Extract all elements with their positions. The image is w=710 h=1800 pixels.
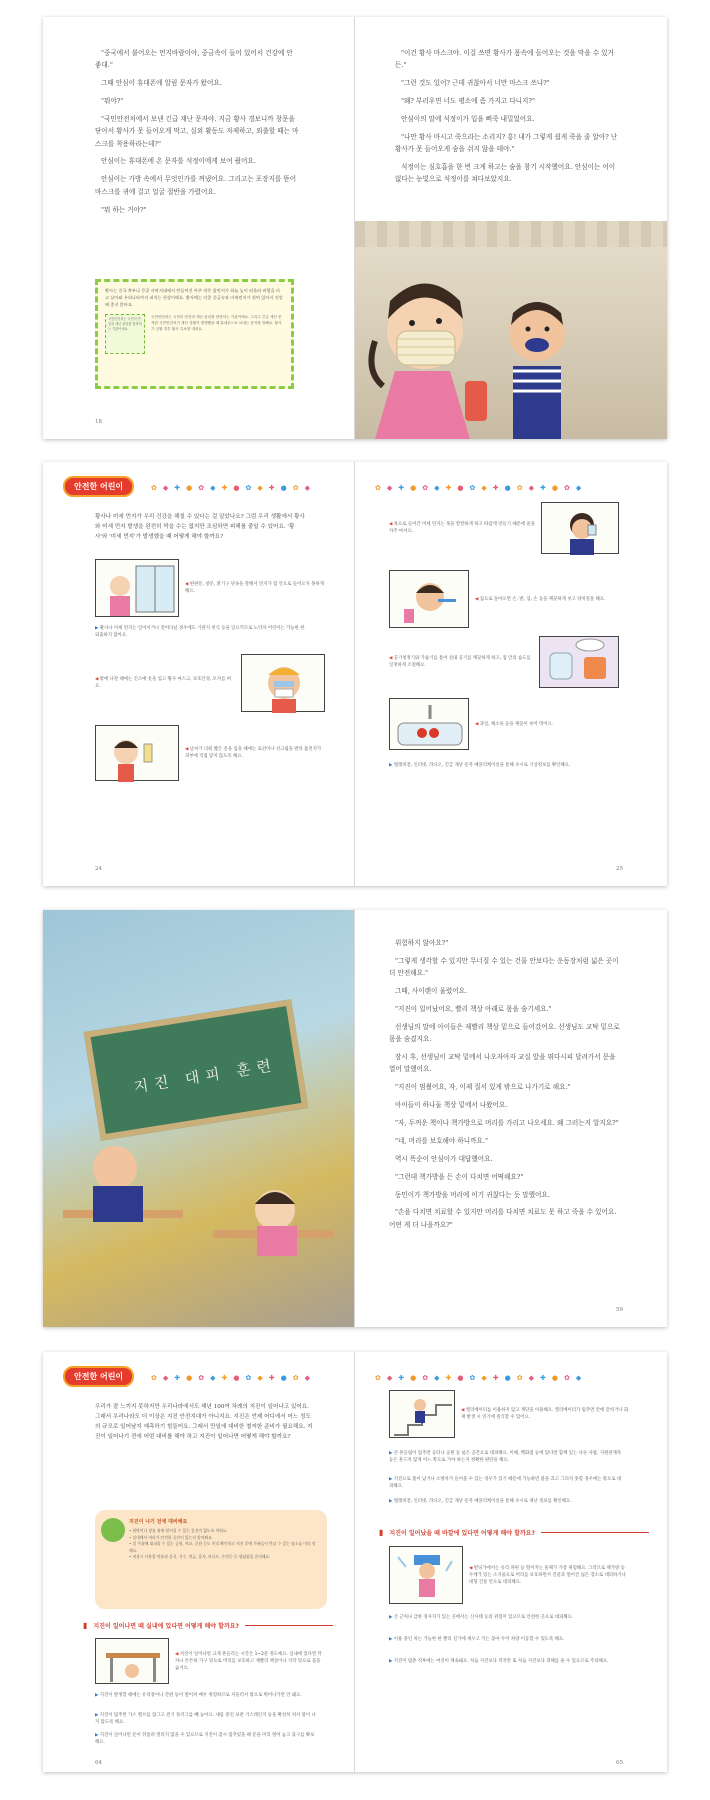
page-number: 64 [95,1760,102,1766]
tip-text: 빌딩가에서는 유리 파편 등 떨어지는 물체가 가장 위험해요. 그러므로 책가방 등 두께가 있는 소지품으로 머리를 보호하면서 건물과 떨어진 넓은 장소로 대피하거나 대형 건물 안으로 대피해요. [469,1565,626,1585]
story-paragraph: 역시 똑순이 안심이가 대답했어요. [395,1154,493,1163]
page-number: 59 [616,1307,623,1313]
story-paragraph: 안심이는 가방 속에서 무엇인가를 꺼냈어요. 그리고는 포장지를 뜯어 마스크를 귀에 걸고 얼굴 절반을 가렸어요. [95,175,297,196]
preparation-box [95,1510,327,1609]
note-mini-box: 국민안전처는 국민의 안전과 재난 관리를 담당하는 기관이에요. [105,314,145,354]
info-note-box [95,279,294,389]
tip-text: 밖에 나갈 때에는 긴소매 옷을 입고 황사 마스크, 보호안경, 모자를 써요. [95,677,232,689]
prep-title: 지진이 나기 전에 대비해요 [129,1519,188,1525]
page-number: 24 [95,866,102,872]
fire-extinguisher-icon: ▮ [379,1527,384,1537]
story-paragraph: "지진이 일어났어요, 빨리 책상 아래로 몸을 숨기세요." [395,1004,552,1013]
story-paragraph: "뭐 하는 거야?" [101,205,147,214]
board-text: 지진 대피 훈련 [132,1055,279,1097]
tip-text: 날씨가 더워 짧은 옷을 입을 때에는 로션이나 선크림을 발라 흙먼지가 피부에 직접 닿지 않도록 해요. [185,747,322,759]
book-spread-yellow-dust-story [43,17,667,439]
tip-text: 공기청정기와 가습기를 틀어 실내 공기를 깨끗하게 하고, 집 안의 습도를 일정하게 조절해요. [389,656,531,668]
intro-text: 우리가 잘 느끼지 못하지만 우리나라에서도 해년 100여 차례의 지진이 일어나고 있어요. 그래서 우리나라도 더 이상은 지진 안전지대가 아니지요. 지진은 언제 어디에서 어느 정도의 규모로 일어날지 예측하기 힘들어요. 그래서 만일에 대비한 철저한 준비가 필요해요. 지진이 일어나기 전에 어떤 대비를 해야 하고 지진이 일어나면 어떻게 해야 할까요? [95,1404,313,1440]
kids-illustration-icon [355,221,667,439]
tip-row: ◀ 날씨가 더워 짧은 옷을 입을 때에는 로션이나 선크림을 발라 흙먼지가 피부에 직접 닿지 않도록 해요. [95,725,325,781]
fire-extinguisher-icon: ▮ [83,1620,88,1630]
book-spread-earthquake-safety [43,1352,667,1772]
tip-row: ◀ 지진이 일어나면 크게 흔들리는 시간은 1~2분 정도예요. 심내에 있다면 탁자나 튼튼하 가구 밑으로 머리를 보호하고 재빨리 책상이나 식탁 밑으로 몸을 숨겨요. [95,1638,325,1684]
tip-text: 목으로 들어간 미세 먼지는 목을 칼칼하게 하고 따갑게 만들기 때문에 물을 자주 마셔요. [389,522,535,534]
tip-text: 과일, 채소류 등을 깨끗이 씻어 먹어요. [479,721,554,727]
story-paragraph: 그때 안심이 휴대폰에 알림 문자가 왔어요. [101,79,222,88]
bullet-note: ▶ 지진이 일어나면 문이 뒤틀려 열리지 않을 수 있으므로 지진이 잠시 멈추었을 때 문을 미리 열어 놓고 출구를 확보해요. [95,1733,315,1745]
story-paragraph: 석정이는 심호흡을 한 번 크게 하고는 숨을 참기 시작했어요. 안심이는 어이없다는 눈빛으로 석정이를 쳐다보았지요. [395,163,616,184]
story-text-right [389,937,621,1237]
prep-item: • 집 주위에 대피할 수 있는 공원, 학교, 공원 등도 미리 확인하고 지진 후에 가족들이 만날 수 있는 장소를 미리 정해요. [129,1541,316,1553]
mask-goggles-illustration [241,654,325,712]
bullet-note: ▶ 지진이 멈춘 직후에는 여진이 계속돼요. 처음 지진보다 작지만 또 처음 지진보다 피해를 줄 수 있으므로 주의해요. [389,1659,609,1664]
story-paragraph: "국민안전처에서 보낸 긴급 재난 문자야. 지금 황사 경보니까 창문을 닫아서 황사가 못 들어오게 막고, 실외 활동도 자제하고, 외출할 때는 마스크를 착용하라는데?" [95,114,299,148]
tip-row: ◀ 집으로 돌아오면 손, 발, 입, 손 등을 깨끗하게 씻고 양치질을 해요. [389,570,619,628]
close-window-illustration [95,559,179,617]
story-paragraph: "자, 두꺼운 책이나 책가방으로 머리를 가리고 나오세요. 왜 그러는지 알지요?" [395,1119,619,1128]
decorative-icon-row: ✿ ◆ ✚ ● ✿ ◆ ✚ ● ✿ ◆ ✚ ● ✿ ◆ ✚ ● ✿ ◆ [375,484,582,492]
goggles-mask-icon [242,655,326,713]
story-paragraph: "이건 황사 마스크야. 이걸 쓰면 황사가 몸속에 들어오는 것을 막을 수 있거든." [395,49,614,70]
tip-row: ◀ 빌딩가에서는 유리 파편 등 떨어지는 물체가 가장 위험해요. 그러므로 책가방 등 두께가 있는 소지품으로 머리를 보호하면서 건물과 떨어진 넓은 장소로 대피하거나 대형 건물 안으로 대피해요. [389,1546,629,1604]
lotion-icon [96,726,180,782]
tip-text: 집으로 돌아오면 손, 발, 입, 손 등을 깨끗하게 씻고 양치질을 해요. [479,596,606,602]
tip-row: ◀ 공기청정기와 가습기를 틀어 실내 공기를 깨끗하게 하고, 집 안의 습도를 일정하게 조절해요. [389,636,619,688]
story-paragraph: 잠시 후, 선생님이 교탁 밑에서 나오자아자 교실 앞을 뛰다시피 달려가서 문을 열어 말했어요. [389,1053,616,1074]
air-purifier-illustration [539,636,619,688]
protect-head-illustration [389,1546,463,1604]
illustration-masked-kids [355,221,667,439]
tip-row: ◀ 현관문, 창문, 환기구 단속을 잘해서 먼지가 집 안으로 들어오지 못하게 해요. [95,559,325,617]
page-19 [355,17,667,439]
page-24 [43,462,355,886]
intro-text: 황사나 미세 먼지가 우리 건강을 해칠 수 있다는 걸 알았나요? 그럼 우리 생활에서 황사와 미세 먼지 발생을 완전히 막을 수는 없지만 조심하면 피해를 줄일 수 있어요. '황사'와 '미세 먼지'가 발생했을 때 어떻게 해야 할까요? [95,514,305,540]
book-spread-earthquake-story [43,910,667,1327]
story-paragraph: 아이들이 하나둘 책상 밑에서 나왔어요. [395,1101,508,1110]
section-header [63,1366,134,1387]
bag-over-head-icon [390,1547,464,1605]
tip-row: ◀ 과일, 채소류 등을 깨끗이 씻어 먹어요. [389,698,619,750]
story-paragraph: 안심이의 말에 석정이가 입을 삐죽 내밀었어요. [401,114,535,123]
decorative-icon-row: ✿ ◆ ✚ ● ✿ ◆ ✚ ● ✿ ◆ ✚ ● ✿ ◆ [151,1374,311,1382]
page-59 [355,910,667,1327]
story-paragraph: "그렇게 생각할 수 있지만 무너질 수 있는 건물 안보다는 운동장처럼 넓은 곳이 더 안전해요." [389,956,619,978]
story-paragraph: "뭐야?" [101,97,124,106]
prep-item: • 비상시 사용할 약품과 음식, 식수, 현금, 휴지, 라디오, 손전등 등 생필품을 준비해요. [129,1554,271,1560]
bullet-note: ▶ 텔레비전, 인터넷, 라디오, 긴급 재난 문자 애플리케이션을 통해 수시로 재난 정보를 확인해요. [389,1499,572,1504]
decorative-icon-row: ✿ ◆ ✚ ● ✿ ◆ ✚ ● ✿ ◆ ✚ ● ✿ ◆ [151,484,311,492]
page-64 [43,1352,355,1772]
toothbrush-icon [390,571,470,629]
page-58-illustration [43,910,355,1327]
prep-item: • 원탁이나 장롱 위에 떨어질 수 있는 물건이 없도록 치워요. [129,1528,228,1533]
kid-mascot-icon [101,1518,125,1542]
page-18 [43,17,355,439]
tip-text: 엘리베이터를 이용하지 않고 계단을 이용해요. 엘리베이터가 멈추면 안에 갇히거나 화재 발생 시 연기에 질식할 수 있어요. [461,1408,629,1420]
indoor-title: 지진이 일어나면 때 실내에 있다면 어떻게 해야 할까요? [93,1622,240,1630]
air-purifier-icon [540,637,620,689]
story-paragraph: 동민이가 책가방을 머리에 이기 귀찮다는 듯 말했어요. [395,1190,550,1199]
bullet-note: ▶ 텔레비전, 인터넷, 라디오, 긴급 재난 문자 애플리케이션을 통해 수시로 기상정보를 확인해요. [389,763,571,768]
drinking-water-illustration [541,502,619,554]
water-cup-icon [542,503,620,555]
book-spread-yellow-dust-safety [43,462,667,886]
kids-under-desks-icon [43,910,355,1327]
story-paragraph: 선생님의 말에 아이들은 재빨리 책상 밑으로 들어갔어요. 선생님도 교탁 밑으로 몸을 숨겼지요. [389,1022,620,1044]
bullet-note: ▶ 산 근처나 급한 경사지가 있는 곳에서는 산사태 등의 위험이 있으므로 안전한 곳으로 대피해요. [389,1615,574,1620]
bullet-note: ▶ 큰 흔들림이 멈추면 공터나 공원 등 넓은 공간으로 대피해요. 이때, 백화점 등에 있다면 함께 있는 다른 사람, 지원관계자 등은 흔드지 않게 어느 쪽으로 가야 하는지 정확한 판단을 해요. [389,1451,622,1463]
outdoor-title: 지진이 일어났을 때 바깥에 있다면 어떻게 해야 할까요? [389,1529,536,1537]
story-paragraph: "나만 황사 마시고 죽으라는 소리지? 흥! 내가 그렇게 쉽게 죽을 줄 알아? 난 황사가 못 들어오게 숨을 쉬지 않을 테야." [395,132,618,154]
decorative-icon-row: ✿ ◆ ✚ ● ✿ ◆ ✚ ● ✿ ◆ ✚ ● ✿ ◆ ✚ ● ✿ ◆ [375,1374,582,1382]
story-paragraph: 그때, 사이렌이 울렸어요. [395,987,468,996]
story-paragraph: 위험하지 않아요?" [395,939,449,947]
bullet-note: ▶ 이용 중인 차는 가능한 한 빨리 길가에 세우고 키는 꽂아 두어 차량 이동할 수 있도록 해요. [389,1637,565,1642]
bullet-note: ▶ 황사나 미세 먼지는 일어서거나 걸어다닐 경우에도 기관지 천식 등을 일으키므로 노약자 어린이는 가능한 한 외출하지 않아요. [95,626,305,638]
safe-kid-badge: 안전한 어린이 [63,1366,134,1387]
page-65 [355,1352,667,1772]
lotion-illustration [95,725,179,781]
bullet-note: ▶ 지진이 발생할 때에는 유리창이나 간판 등이 떨어져 매우 위험하므로 서둘러서 밖으로 뛰어나가면 안 돼요. [95,1693,302,1698]
story-paragraph: "지진이 멈췄어요, 자, 이제 질서 있게 밖으로 나가기로 해요." [395,1083,571,1092]
tip-row: ◀ 엘리베이터를 이용하지 않고 계단을 이용해요. 엘리베이터가 멈추면 안에 갇히거나 화재 발생 시 연기에 질식할 수 있어요. [389,1390,629,1438]
window-icon [96,560,180,618]
story-paragraph: "손을 다치면 치료할 수 있지만 머리를 다치면 치료도 못 하고 죽을 수 있어요. 어떤 게 더 나을까요?" [389,1208,617,1229]
story-paragraph: "왜? 부러우면 너도 평소에 좀 가지고 다니지?" [401,97,535,106]
story-paragraph: "그런데 책가방을 든 손이 다치면 어떡해요?" [395,1172,524,1181]
under-table-illustration [95,1638,169,1684]
tip-row: ◀ 목으로 들어간 미세 먼지는 목을 칼칼하게 하고 따갑게 만들기 때문에 물을 자주 마셔요. [389,502,619,554]
washing-fruit-illustration [389,698,469,750]
page-25 [355,462,667,886]
desk-icon [96,1639,170,1685]
story-text-right [395,47,620,191]
page-number: 18 [95,419,102,425]
tip-text: 지진이 일어나면 크게 흔들리는 시간은 1~2분 정도예요. 심내에 있다면 탁자나 튼튼하 가구 밑으로 머리를 보호하고 재빨리 책상이나 식탁 밑으로 몸을 숨겨요. [175,1651,322,1671]
indoor-section-header [83,1618,333,1632]
story-text-left [95,47,301,221]
tip-row: ◀ 밖에 나갈 때에는 긴소매 옷을 입고 황사 마스크, 보호안경, 모자를 써요. [95,654,325,712]
sink-faucet-icon [390,699,470,751]
tip-text: 현관문, 창문, 환기구 단속을 잘해서 먼지가 집 안으로 들어오지 못하게 해요. [185,582,324,594]
stairs-illustration [389,1390,455,1438]
page-number: 25 [616,866,623,872]
brushing-teeth-illustration [389,570,469,628]
safe-kid-badge: 안전한 어린이 [63,476,134,497]
stairs-icon [390,1391,456,1439]
note-sub-text: 국민안전처는 국민의 안전과 재난 관리를 담당하는 기관이에요. 그리고 긴급 재난 문자란 국민안전처가 재난 상황이 발생했을 때 휴대폰으로 보내는 문자를 말해요. 황사가 심할 경우 황사 특보를 내려요. [151,315,282,332]
prep-item: • 실내에서 머리가 안전한 공간이 있는지 알아봐요. [129,1534,214,1540]
section-header [63,476,134,497]
story-paragraph: "네, 머리를 보호해야 하니까요." [395,1136,488,1145]
story-paragraph: 안심이는 휴대폰에 온 문자를 석정이에게 보여 줬어요. [101,157,256,166]
story-paragraph: "그런 것도 있어? 근데 귀찮아서 너만 마스크 쓰냐?" [401,79,550,88]
page-number: 65 [616,1760,623,1766]
story-paragraph: "중국에서 불어오는 먼지바람이야, 중금속이 들어 있어서 건강에 안 좋대." [95,49,293,70]
note-text: 황사는 중국 북부나 몽골 사막지대에서 만들어진 아주 작은 흙먼지가 하늘 높이 떠올라 바람을 타고 날아와 우리나라까지 퍼지는 현상이에요. 황사에는 각종 중금속과 미세먼지가 섞여 있어서 건강에 좋지 않아요. [105,288,283,307]
bullet-note: ▶ 지진이 멈추면 가스 밸브를 잠그고 전기 플러그를 빼 놓아요. 새롬 중인 보관 기스레인지 등을 확실히 꺼서 불이 나지 않도록 해요. [95,1713,316,1725]
bullet-note: ▶ 지진으로 불이 났거나 소방차가 들어올 수 있는 경우가 있기 때문에 가능하면 불을 끄고 그리지 못할 경우에는 밖으로 대피해요. [389,1477,622,1489]
outdoor-section-header [379,1525,649,1539]
